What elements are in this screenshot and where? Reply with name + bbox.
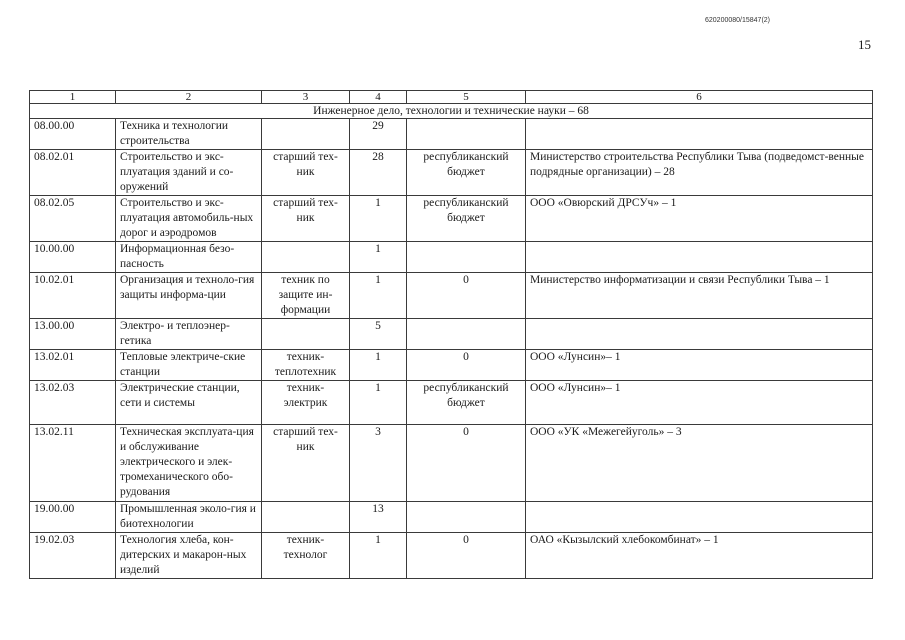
section-row — [30, 104, 873, 119]
funding-source: республиканский бюджет — [407, 196, 526, 242]
employer — [526, 119, 873, 150]
count: 3 — [350, 425, 407, 502]
column-number: 1 — [30, 91, 116, 104]
qualification — [262, 319, 350, 350]
table-row — [30, 319, 873, 350]
employer — [526, 242, 873, 273]
column-number-row — [30, 91, 873, 104]
count: 5 — [350, 319, 407, 350]
specialty-name: Техника и технологии строительства — [116, 119, 262, 150]
specialty-name: Технология хлеба, кон-дитерских и макарон-ных изделий — [116, 533, 262, 579]
table-row — [30, 273, 873, 319]
table-row — [30, 533, 873, 579]
column-number: 5 — [407, 91, 526, 104]
table-row — [30, 196, 873, 242]
specialty-code: 10.02.01 — [30, 273, 116, 319]
employer: Министерство строительства Республики Тыва (подведомст-венные подрядные организации) – 28 — [526, 150, 873, 196]
table-row — [30, 119, 873, 150]
table-body — [30, 91, 873, 579]
funding-source — [407, 242, 526, 273]
count: 1 — [350, 242, 407, 273]
qualification: техник-электрик — [262, 381, 350, 425]
count: 1 — [350, 196, 407, 242]
count: 1 — [350, 350, 407, 381]
count: 1 — [350, 381, 407, 425]
table-row — [30, 381, 873, 425]
qualification: старший тех-ник — [262, 425, 350, 502]
specialty-code: 08.00.00 — [30, 119, 116, 150]
specialty-name: Организация и техноло-гия защиты информа-ции — [116, 273, 262, 319]
specialty-code: 13.00.00 — [30, 319, 116, 350]
specialty-name: Строительство и экс-плуатация автомобиль-ных дорог и аэродромов — [116, 196, 262, 242]
document-id: 620200080/15847(2) — [705, 17, 771, 24]
specialty-name: Тепловые электриче-ские станции — [116, 350, 262, 381]
employer: ОАО «Кызылский хлебокомбинат» – 1 — [526, 533, 873, 579]
employer: ООО «УК «Межегейуголь» – 3 — [526, 425, 873, 502]
specialty-code: 08.02.01 — [30, 150, 116, 196]
count: 13 — [350, 502, 407, 533]
employer: ООО «Овюрский ДРСУч» – 1 — [526, 196, 873, 242]
qualification — [262, 119, 350, 150]
column-number: 6 — [526, 91, 873, 104]
qualification: техник-технолог — [262, 533, 350, 579]
column-number: 4 — [350, 91, 407, 104]
specialty-name: Электрические станции, сети и системы — [116, 381, 262, 425]
specialty-code: 08.02.05 — [30, 196, 116, 242]
funding-source: 0 — [407, 273, 526, 319]
employer: ООО «Лунсин»– 1 — [526, 381, 873, 425]
specialty-code: 13.02.01 — [30, 350, 116, 381]
specialty-name: Электро- и теплоэнер-гетика — [116, 319, 262, 350]
funding-source — [407, 119, 526, 150]
qualification: старший тех-ник — [262, 196, 350, 242]
employer: Министерство информатизации и связи Республики Тыва – 1 — [526, 273, 873, 319]
specialty-code: 13.02.03 — [30, 381, 116, 425]
employer — [526, 319, 873, 350]
funding-source — [407, 502, 526, 533]
count: 29 — [350, 119, 407, 150]
specialties-table — [29, 90, 873, 579]
qualification: техник по защите ин-формации — [262, 273, 350, 319]
employer — [526, 502, 873, 533]
section-title: Инженерное дело, технологии и технические науки – 68 — [30, 104, 873, 119]
funding-source: республиканский бюджет — [407, 150, 526, 196]
qualification: старший тех-ник — [262, 150, 350, 196]
funding-source: 0 — [407, 350, 526, 381]
qualification — [262, 242, 350, 273]
table-row — [30, 502, 873, 533]
funding-source — [407, 319, 526, 350]
table-row — [30, 350, 873, 381]
page-number: 15 — [858, 37, 871, 52]
table-row — [30, 150, 873, 196]
specialty-code: 10.00.00 — [30, 242, 116, 273]
count: 1 — [350, 273, 407, 319]
table-row — [30, 242, 873, 273]
count: 1 — [350, 533, 407, 579]
count: 28 — [350, 150, 407, 196]
column-number: 2 — [116, 91, 262, 104]
specialty-name: Строительство и экс-плуатация зданий и со-оружений — [116, 150, 262, 196]
column-number: 3 — [262, 91, 350, 104]
qualification — [262, 502, 350, 533]
funding-source: 0 — [407, 533, 526, 579]
specialty-name: Промышленная эколо-гия и биотехнологии — [116, 502, 262, 533]
funding-source: 0 — [407, 425, 526, 502]
funding-source: республиканский бюджет — [407, 381, 526, 425]
table-row — [30, 425, 873, 502]
specialty-name: Техническая эксплуата-ция и обслуживание электрического и элек-тромеханического обо-рудования — [116, 425, 262, 502]
specialty-code: 19.00.00 — [30, 502, 116, 533]
specialty-code: 13.02.11 — [30, 425, 116, 502]
employer: ООО «Лунсин»– 1 — [526, 350, 873, 381]
qualification: техник-теплотехник — [262, 350, 350, 381]
specialty-code: 19.02.03 — [30, 533, 116, 579]
specialty-name: Информационная безо-пасность — [116, 242, 262, 273]
